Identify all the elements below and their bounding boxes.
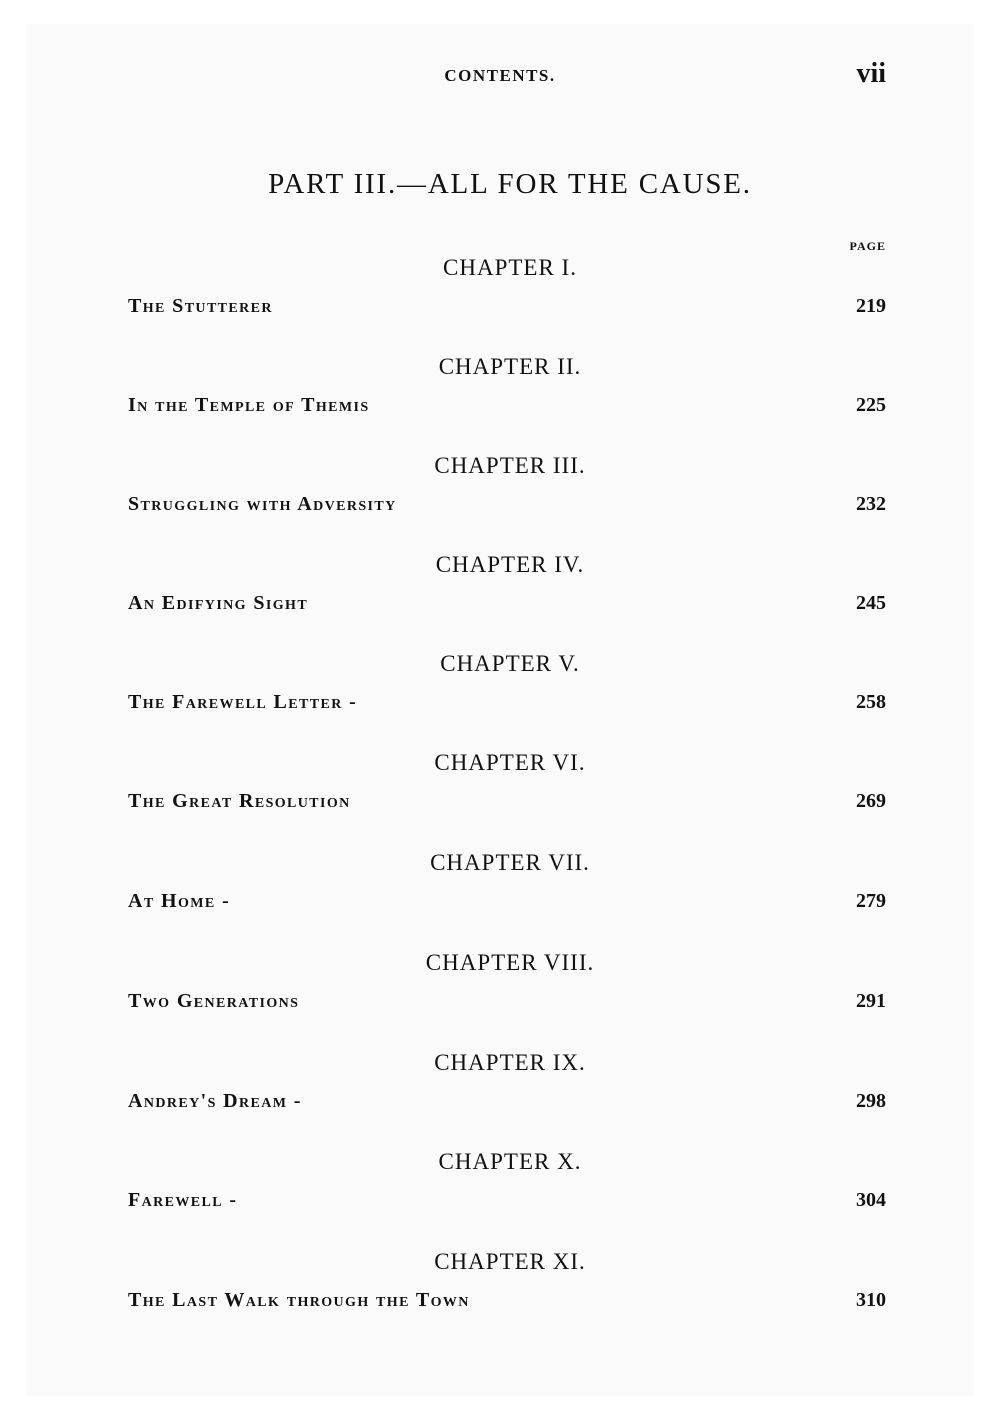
chapter-heading: CHAPTER VIII.	[425, 950, 595, 975]
chapter-title: At Home -	[128, 890, 231, 912]
page-folio: vii	[856, 58, 886, 89]
toc-entry	[0, 950, 1000, 1030]
chapter-title: The Stutterer	[128, 295, 273, 317]
chapter-title: The Last Walk through the Town	[128, 1289, 470, 1311]
chapter-heading: CHAPTER VI.	[434, 750, 586, 775]
chapter-heading: CHAPTER II.	[438, 354, 582, 379]
chapter-title: The Great Resolution	[128, 790, 351, 812]
chapter-page-number: 269	[856, 790, 886, 812]
chapter-page-number: 298	[856, 1090, 886, 1112]
chapter-page-number: 291	[856, 990, 886, 1012]
chapter-title: Two Generations	[128, 990, 300, 1012]
toc-entry	[0, 850, 1000, 930]
toc-entry	[0, 750, 1000, 830]
toc-entry	[0, 1050, 1000, 1130]
chapter-title: In the Temple of Themis	[128, 394, 370, 416]
toc-entry	[0, 651, 1000, 731]
running-head: CONTENTS.	[444, 66, 556, 85]
page-column-label: PAGE	[849, 239, 886, 253]
toc-entry	[0, 453, 1000, 533]
chapter-title: An Edifying Sight	[128, 592, 309, 614]
chapter-page-number: 219	[856, 295, 886, 317]
chapter-page-number: 245	[856, 592, 886, 614]
chapter-heading: CHAPTER IV.	[435, 552, 585, 577]
chapter-title: Andrey's Dream -	[128, 1090, 302, 1112]
toc-entry	[0, 354, 1000, 434]
toc-entry	[0, 1149, 1000, 1229]
chapter-heading: CHAPTER X.	[438, 1149, 582, 1174]
toc-entry	[0, 255, 1000, 335]
chapter-page-number: 232	[856, 493, 886, 515]
chapter-heading: CHAPTER V.	[440, 651, 580, 676]
chapter-page-number: 258	[856, 691, 886, 713]
toc-entry	[0, 552, 1000, 632]
chapter-title: Struggling with Adversity	[128, 493, 397, 515]
chapter-heading: CHAPTER XI.	[434, 1249, 586, 1274]
chapter-title: Farewell -	[128, 1189, 238, 1211]
part-title: PART III.—ALL FOR THE CAUSE.	[268, 168, 752, 200]
chapter-page-number: 279	[856, 890, 886, 912]
chapter-page-number: 225	[856, 394, 886, 416]
chapter-page-number: 304	[856, 1189, 886, 1211]
chapter-title: The Farewell Letter -	[128, 691, 358, 713]
toc-entry	[0, 1249, 1000, 1329]
chapter-page-number: 310	[856, 1289, 886, 1311]
chapter-heading: CHAPTER I.	[443, 255, 577, 280]
chapter-heading: CHAPTER III.	[434, 453, 586, 478]
chapter-heading: CHAPTER IX.	[434, 1050, 586, 1075]
chapter-heading: CHAPTER VII.	[430, 850, 590, 875]
